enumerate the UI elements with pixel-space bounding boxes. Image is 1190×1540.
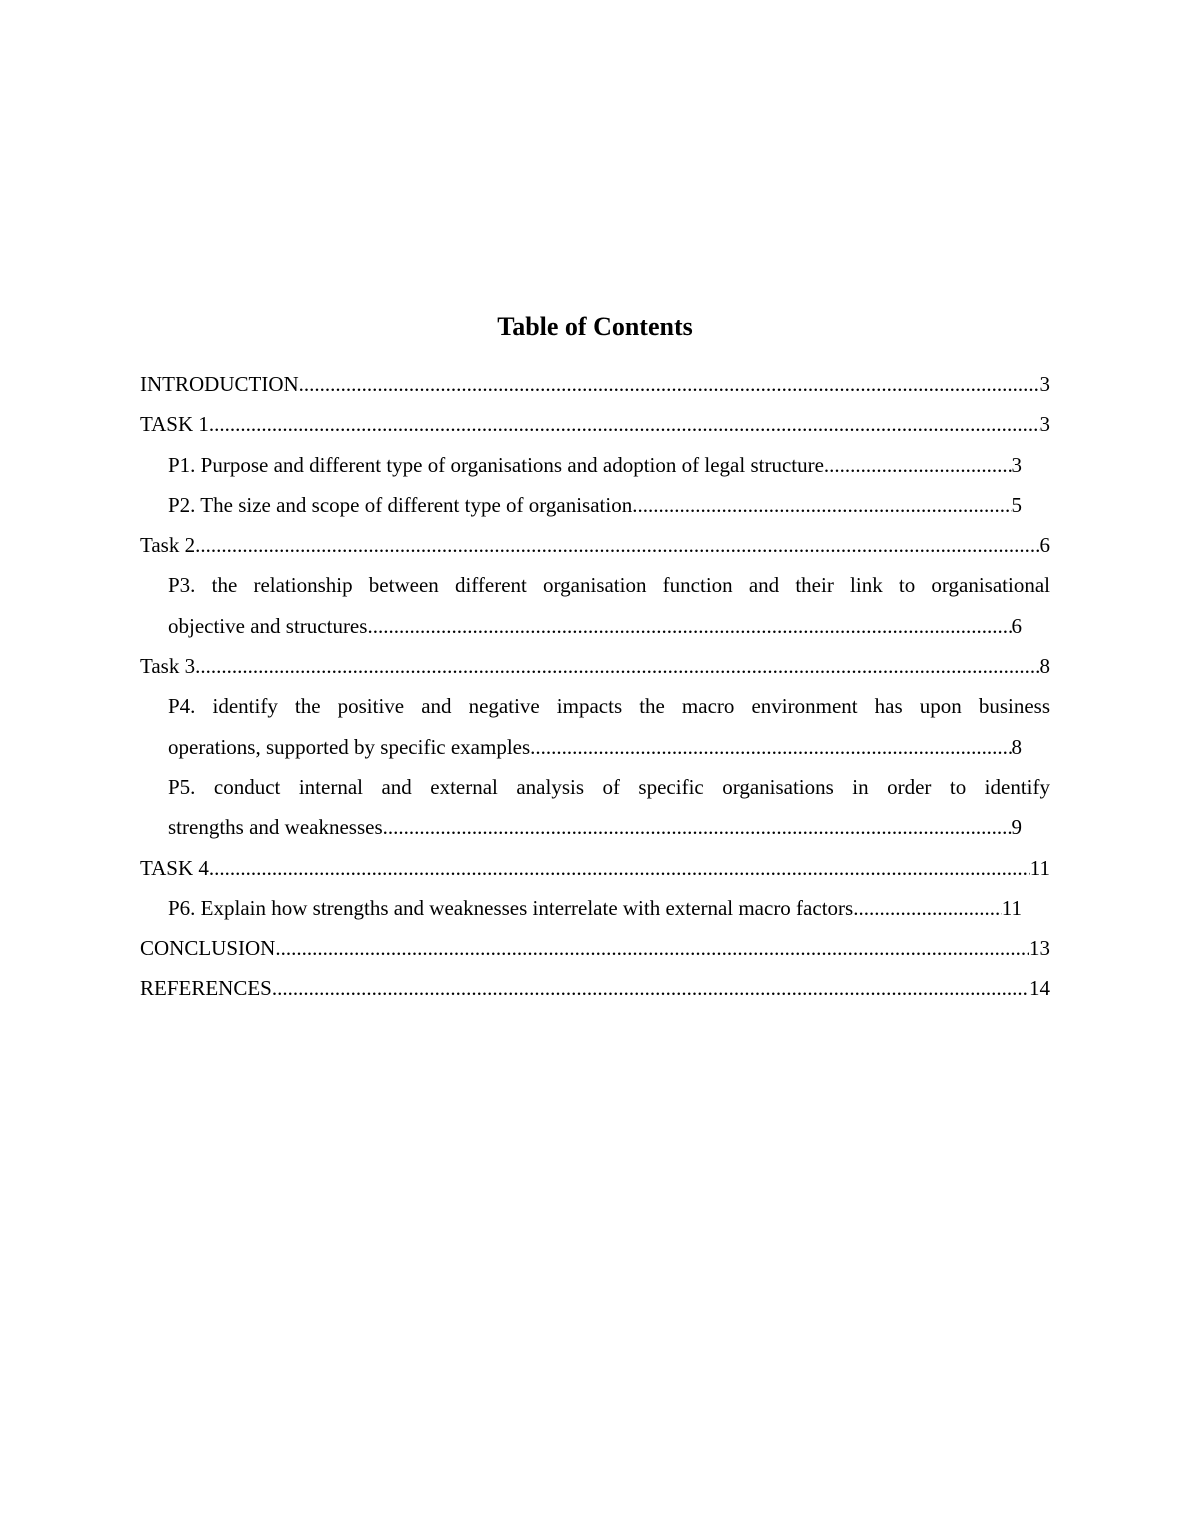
dot-leader (209, 848, 1030, 888)
toc-entry-label-line-2: strengths and weaknesses (168, 815, 383, 840)
dot-leader (272, 968, 1029, 1008)
toc-entry-page: 6 (1011, 613, 1022, 638)
toc-entry-page: 11 (1029, 855, 1050, 880)
toc-entry-label: INTRODUCTION (140, 372, 299, 396)
toc-entry-p6[interactable] (168, 888, 1022, 928)
toc-entry-page: 11 (1001, 895, 1022, 920)
toc-entry-label-line-1: P3. the relationship between different organisation function and their link to organisational (168, 573, 1050, 598)
toc-entry-p5[interactable] (168, 767, 1050, 848)
toc-entry-label: TASK 1 (140, 412, 209, 437)
toc-entry-task-4[interactable] (140, 848, 1050, 888)
dot-leader (195, 646, 1039, 686)
dot-leader (530, 727, 1011, 767)
toc-entry-page: 8 (1011, 734, 1022, 759)
toc-entry-introduction[interactable] (140, 364, 1050, 404)
toc-entry-p4[interactable] (168, 686, 1050, 767)
toc-entry-label: Task 2 (140, 533, 196, 558)
toc-entry-references[interactable] (140, 968, 1050, 1008)
toc-entry-label: P1. Purpose and different type of organisations and adoption of legal structure (168, 452, 824, 477)
toc-entry-page: 8 (1039, 654, 1050, 679)
toc-entry-label: P6. Explain how strengths and weaknesses interrelate with external macro factors (168, 895, 854, 920)
toc-entry-page: 9 (1011, 815, 1022, 840)
toc-entry-page: 13 (1029, 936, 1050, 961)
toc-entry-label-line-2: objective and structures (168, 613, 368, 638)
dot-leader (853, 888, 1002, 928)
toc-entry-page: 5 (1011, 492, 1022, 517)
dot-leader (299, 364, 1040, 404)
toc-entry-task-3[interactable] (140, 646, 1050, 686)
toc-entry-task-1[interactable] (140, 404, 1050, 444)
toc-entry-page: 3 (1039, 372, 1050, 396)
dot-leader (275, 928, 1029, 968)
toc-entry-label: Task 3 (140, 654, 196, 679)
dot-leader (367, 606, 1011, 646)
dot-leader (209, 404, 1040, 444)
toc-entry-label: TASK 4 (140, 855, 209, 880)
toc-entry-page: 3 (1011, 452, 1022, 477)
page-title: Table of Contents (497, 312, 693, 341)
toc-entry-page: 6 (1039, 533, 1050, 558)
toc-entry-conclusion[interactable] (140, 928, 1050, 968)
toc-entry-label: P2. The size and scope of different type of organisation (168, 492, 633, 517)
dot-leader (632, 485, 1011, 525)
dot-leader (383, 807, 1012, 847)
toc-entry-task-2[interactable] (140, 525, 1050, 565)
toc-entry-page: 3 (1039, 412, 1050, 437)
toc-entry-label-line-1: P5. conduct internal and external analysis of specific organisations in order to identify (168, 774, 1050, 799)
toc-entry-p2[interactable] (168, 485, 1022, 525)
toc-entry-p3[interactable] (168, 565, 1050, 646)
dot-leader (195, 525, 1039, 565)
toc-entry-label: REFERENCES (140, 976, 272, 1001)
dot-leader (824, 445, 1012, 485)
toc-entry-label-line-1: P4. identify the positive and negative impacts the macro environment has upon business (168, 694, 1050, 719)
toc-entry-p1[interactable] (168, 445, 1022, 485)
toc-entry-label: CONCLUSION (140, 936, 276, 961)
table-of-contents (140, 364, 1050, 1009)
toc-entry-label-line-2: operations, supported by specific examples (168, 734, 531, 759)
toc-entry-page: 14 (1029, 976, 1050, 1001)
